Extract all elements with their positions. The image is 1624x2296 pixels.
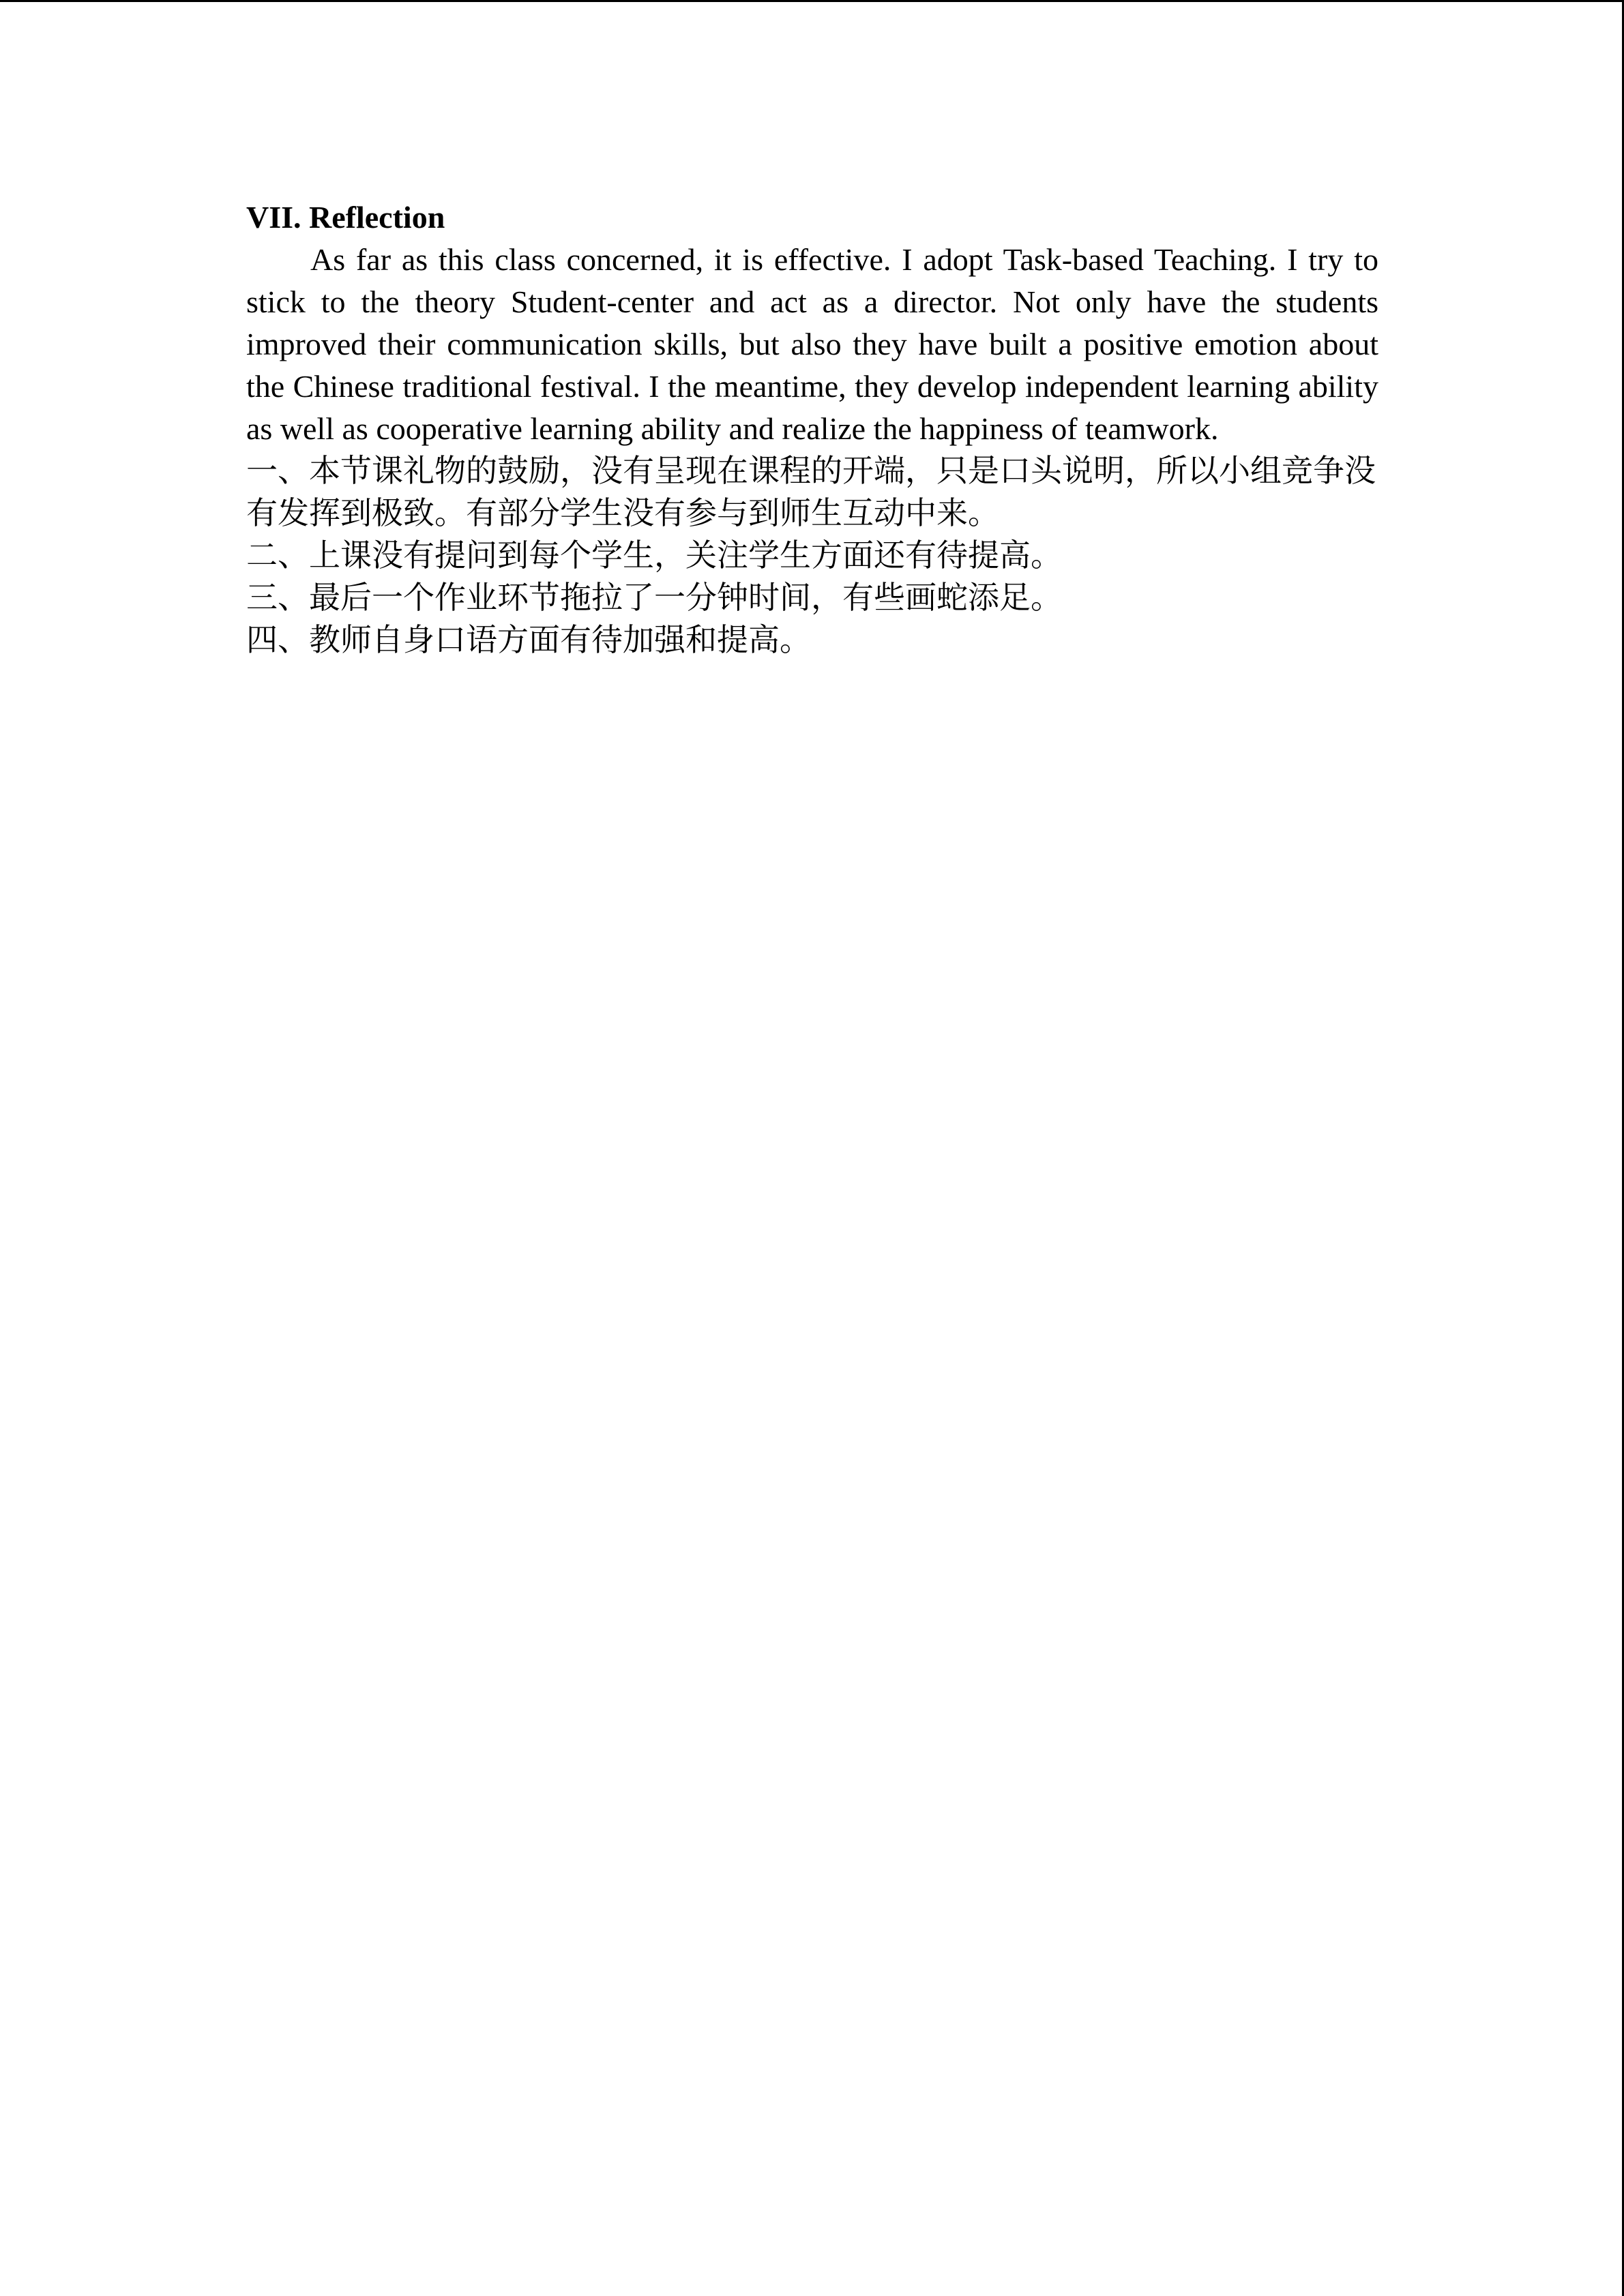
reflection-list xyxy=(246,450,1378,661)
list-item: 四、教师自身口语方面有待加强和提高。 xyxy=(246,623,811,657)
reflection-paragraph: As far as this class concerned, it is effective. I adopt Task-based Teaching. I try to stick to the theory Student-center and act as a director. Not only have the students improved their communication skills, but also they have built a positive emotion about the Chinese traditional festival. I the meantime, they develop independent learning ability as well as cooperative learning ability and realize the happiness of teamwork. xyxy=(246,242,1378,446)
list-item: 一、本节课礼物的鼓励，没有呈现在课程的开端，只是口头说明，所以小组竞争没有发挥到极致。有部分学生没有参与到师生互动中来。 xyxy=(246,453,1376,531)
document-body xyxy=(246,196,1378,661)
page-border-top xyxy=(0,0,1624,2)
section-heading: VII. Reflection xyxy=(246,200,445,235)
list-item: 二、上课没有提问到每个学生，关注学生方面还有待提高。 xyxy=(246,538,1062,573)
list-item: 三、最后一个作业环节拖拉了一分钟时间，有些画蛇添足。 xyxy=(246,580,1062,615)
